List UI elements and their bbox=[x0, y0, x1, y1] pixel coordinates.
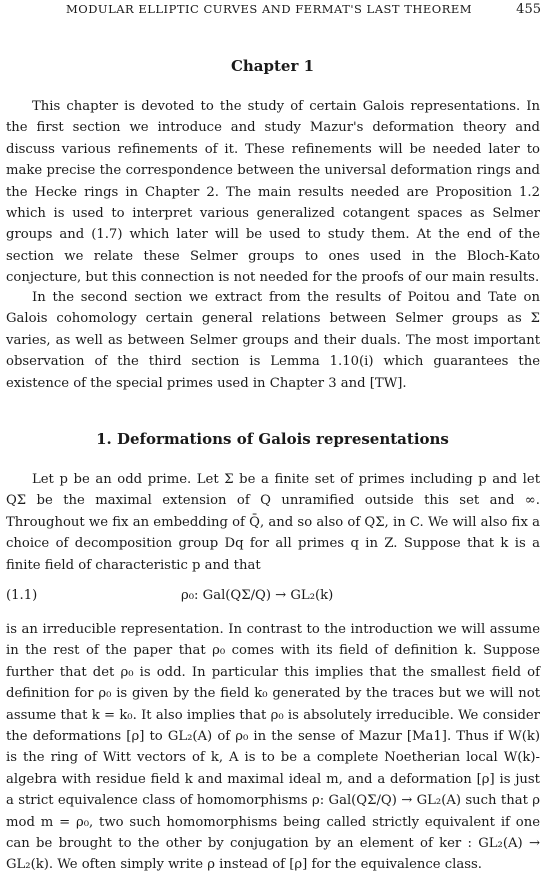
section-paragraph-2-text: is an irreducible representation. In contrast to the introduction we will assume in the rest of the paper that ρ₀ comes with its field of definition k. Suppose further that det ρ₀ is odd. In particular this implies that the smallest field of definition for ρ₀ is given by the field k₀ generated by the traces but we will not assume that k = k₀. It also implies that ρ₀ is absolutely irreducible. We consider the deformations [ρ] to GL₂(A) of ρ₀ in the sense of Mazur [Ma1]. Thus if W(k) is the ring of Witt vectors of k, A is to be a complete Noetherian local W(k)-algebra with residue field k and maximal ideal m, and a deformation [ρ] is just a strict equivalence class of homomorphisms ρ: Gal(QΣ/Q) → GL₂(A) such that ρ mod m = ρ₀, two such homomorphisms being called strictly equivalent if one can be brought to the other by conjugation by an element of ker : GL₂(A) → GL₂(k). We often simply write ρ instead of [ρ] for the equivalence class. bbox=[6, 622, 540, 873]
intro-paragraph-1-text: This chapter is devoted to the study of certain Galois representations. In the first section we introduce and study Mazur's deformation theory and discuss various refinements of it. These refinements will be needed later to make precise the correspondence between the universal deformation rings and the Hecke rings in Chapter 2. The main results needed are Proposition 1.2 which is used to interpret various generalized cotangent spaces as Selmer groups and (1.7) which later will be used to study them. At the end of the section we relate these Selmer groups to ones used in the Bloch-Kato conjecture, but this connection is not needed for the proofs of our main results. bbox=[6, 99, 540, 286]
section-paragraph-1 bbox=[6, 469, 540, 576]
equation-number: (1.1) bbox=[6, 588, 38, 603]
intro-paragraph-2-text: In the second section we extract from the results of Poitou and Tate on Galois cohomology certain general relations between Selmer groups as Σ varies, as well as between Selmer groups and their duals. The most important observation of the third section is Lemma 1.10(i) which guarantees the existence of the special primes used in Chapter 3 and [TW]. bbox=[6, 290, 540, 391]
running-header bbox=[0, 2, 545, 20]
chapter-heading: Chapter 1 bbox=[230, 57, 315, 75]
page-number: 455 bbox=[516, 2, 541, 17]
running-title: MODULAR ELLIPTIC CURVES AND FERMAT'S LAST THEOREM bbox=[66, 2, 473, 16]
intro-paragraph-2 bbox=[6, 287, 540, 394]
display-equation bbox=[6, 588, 540, 610]
equation-body: ρ₀: Gal(QΣ/Q) → GL₂(k) bbox=[181, 588, 334, 603]
section-paragraph-1-text: Let p be an odd prime. Let Σ be a finite set of primes including p and let QΣ be the maximal extension of Q unramified outside this set and ∞. Throughout we fix an embedding of Q̄, and so also of QΣ, in C. We will also fix a choice of decomposition group Dq for all primes q in Z. Suppose that k is a finite field of characteristic p and that bbox=[6, 472, 540, 573]
section-paragraph-2 bbox=[6, 619, 540, 876]
intro-paragraph-1 bbox=[6, 96, 540, 289]
section-heading: 1. Deformations of Galois representations bbox=[96, 430, 449, 448]
